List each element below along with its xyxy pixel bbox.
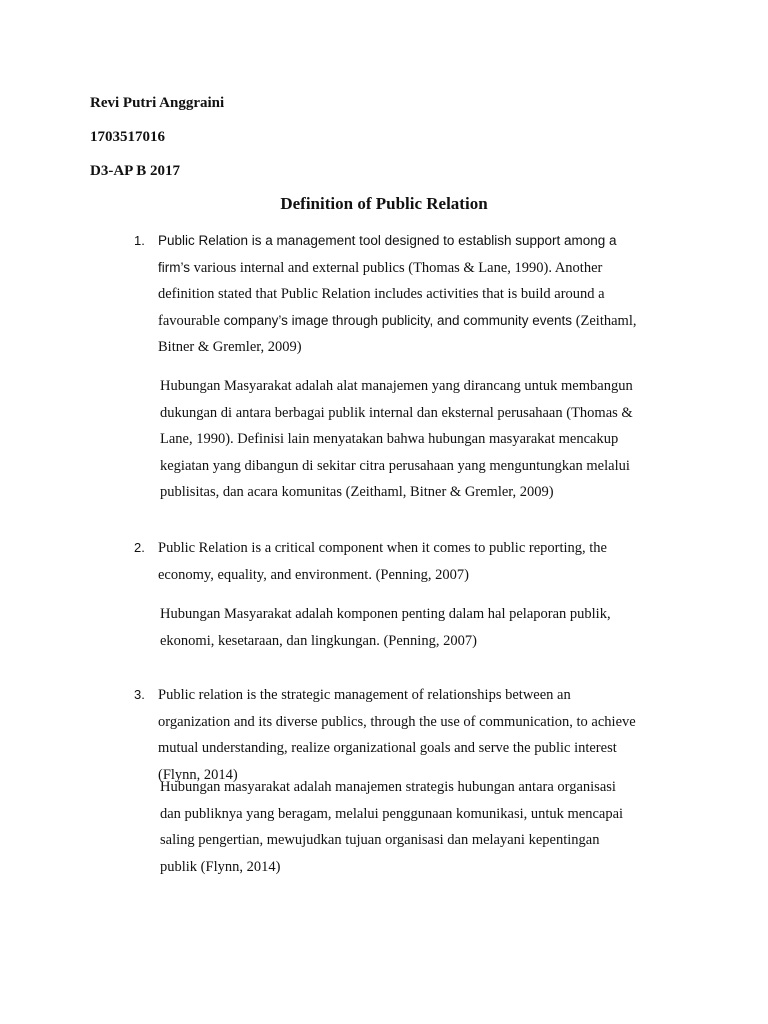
indonesian-translation: Hubungan Masyarakat adalah komponen penting dalam hal pelaporan publik, ekonomi, kesetaraan, dan lingkungan. (Penning, 2007): [160, 606, 611, 649]
list-item-number: 1.: [134, 233, 145, 248]
english-definition: Public relation is the strategic management of relationships between an organization and its diverse publics, through the use of communication, to achieve mutual understanding, realize organizational goals and serve the public interest (Flynn, 2014): [158, 687, 636, 783]
english-definition-part: various internal and external publics (Thomas & Lane, 1990). Another definition stated that Public Relation includes activities that is build around a favourable: [158, 259, 605, 329]
english-definition-part: company’s image through publicity, and community events: [223, 312, 573, 328]
english-definition: [158, 228, 640, 361]
list-item-number: 2.: [134, 540, 145, 555]
class-code: D3-AP B 2017: [90, 163, 180, 179]
student-id: 1703517016: [90, 129, 165, 145]
english-definition-part: Public Relation is a management tool designed to establish support among a firm’s: [158, 233, 617, 275]
list-item-number: 3.: [134, 687, 145, 702]
author-name: Revi Putri Anggraini: [90, 95, 225, 111]
english-definition-part: (Zeithaml, Bitner & Gremler, 2009): [158, 312, 637, 355]
indonesian-translation: Hubungan Masyarakat adalah alat manajemen yang dirancang untuk membangun dukungan di antara berbagai publik internal dan eksternal perusahaan (Thomas & Lane, 1990). Definisi lain menyatakan bahwa hubungan masyarakat mencakup kegiatan yang dibangun di sekitar citra perusahaan yang menguntungkan melalui publisitas, dan acara komunitas (Zeithaml, Bitner & Gremler, 2009): [160, 378, 633, 500]
english-definition: Public Relation is a critical component when it comes to public reporting, the economy, equality, and environment. (Penning, 2007): [158, 540, 607, 583]
document-title: Definition of Public Relation: [280, 194, 488, 213]
indonesian-translation: Hubungan masyarakat adalah manajemen strategis hubungan antara organisasi dan publiknya yang beragam, melalui penggunaan komunikasi, untuk mencapai saling pengertian, mewujudkan tujuan organisasi dan melayani kepentingan publik (Flynn, 2014): [160, 779, 624, 875]
